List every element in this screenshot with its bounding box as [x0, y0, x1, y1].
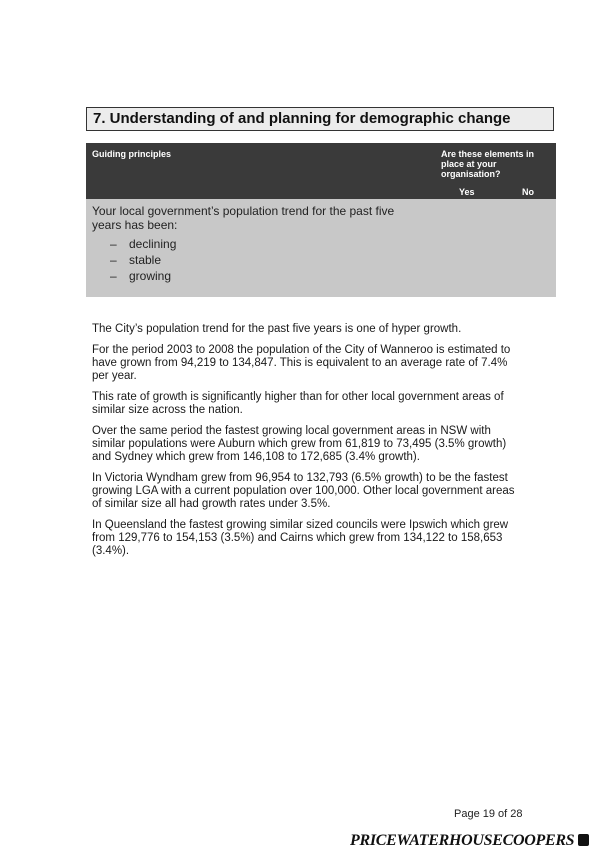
paragraph: In Queensland the fastest growing similar sized councils were Ipswich which grew from 129,776 to 154,153 (3.5%) and Cairns which grew from 134,122 to 158,653 (3.4%).: [92, 519, 509, 557]
header-guiding-principles: Guiding principles: [92, 149, 172, 159]
options-list: [92, 236, 422, 284]
table-header: [86, 143, 556, 199]
option-label: stable: [129, 253, 162, 267]
header-yes: Yes: [459, 187, 475, 197]
table-row: [86, 199, 556, 297]
header-no: No: [522, 187, 534, 197]
section-title: 7. Understanding of and planning for demographic change: [86, 107, 554, 131]
option-item: [92, 252, 422, 268]
paragraph: Over the same period the fastest growing local government areas in NSW with similar populations were Auburn which grew from 61,819 to 73,495 (3.5% growth) and Sydney which grew from 146,108 to 172,685 (3.4% growth).: [92, 425, 507, 463]
row-question: [92, 204, 422, 284]
paragraph: In Victoria Wyndham grew from 96,954 to 132,793 (6.5% growth) to be the fastest growing LGA with a current population over 100,000. Other local government areas of similar size all had growth rates under 3.5%.: [92, 472, 515, 510]
paragraph: For the period 2003 to 2008 the population of the City of Wanneroo is estimated to have grown from 94,219 to 134,847. This is equivalent to an average rate of 7.4% per year.: [92, 344, 511, 382]
option-label: growing: [129, 269, 172, 283]
dash-marker: –: [110, 269, 117, 283]
dash-marker: –: [110, 237, 117, 251]
option-item: [92, 236, 422, 252]
guiding-principles-table: [86, 143, 556, 297]
option-label: declining: [129, 237, 177, 251]
pwc-logo: [350, 832, 589, 850]
paragraph: This rate of growth is significantly higher than for other local government areas of similar size across the nation.: [92, 391, 504, 416]
logo-text: PRICEWATERHOUSECOOPERS: [350, 832, 575, 849]
option-item: [92, 268, 422, 284]
dash-marker: –: [110, 253, 117, 267]
logo-mark-icon: [578, 834, 589, 846]
header-in-place-question: Are these elements in place at your organisation?: [441, 149, 535, 179]
page-number: Page 19 of 28: [454, 808, 523, 820]
paragraph: The City’s population trend for the past five years is one of hyper growth.: [92, 323, 462, 335]
body-text: [92, 323, 516, 566]
row-question-text: Your local government’s population trend for the past five years has been:: [92, 204, 395, 232]
